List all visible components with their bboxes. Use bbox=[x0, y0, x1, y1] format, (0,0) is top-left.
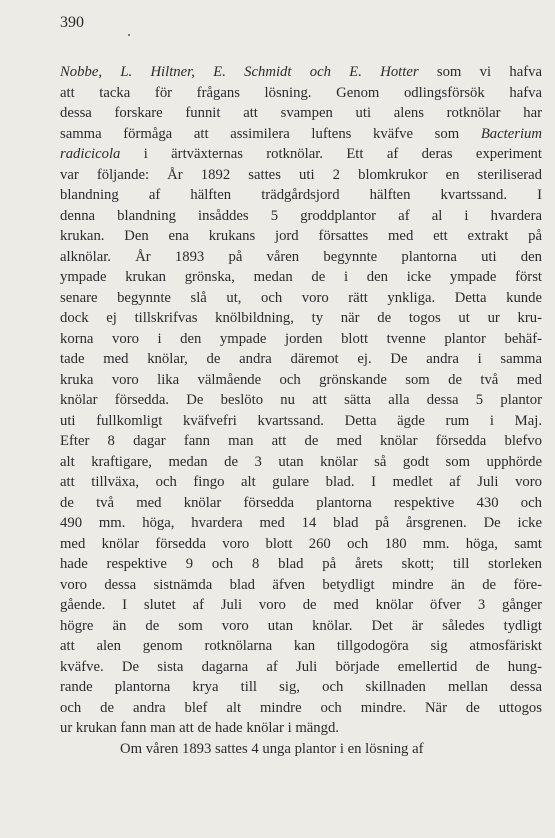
text-line bbox=[60, 534, 542, 555]
italic-text: Bacterium bbox=[480, 125, 542, 142]
text-span: kväfve. De sista dagarna af Juli började emellertid de hung- bbox=[60, 658, 542, 675]
text-line bbox=[60, 206, 542, 227]
text-line bbox=[60, 493, 542, 514]
text-span: alknölar. År 1893 på våren begynnte plantorna uti den bbox=[60, 248, 542, 265]
text-span: Efter 8 dagar fann man att de med knölar försedda blefvo bbox=[60, 433, 542, 449]
text-line bbox=[60, 390, 542, 411]
text-span: alt kraftigare, medan de 3 utan knölar så godt som upphörde bbox=[60, 453, 542, 470]
text-span: dock ej tillskrifvas knölbildning, ty när de togos ut ur kru- bbox=[60, 310, 542, 326]
text-line bbox=[60, 329, 542, 350]
text-line bbox=[60, 349, 542, 370]
text-line bbox=[60, 554, 542, 575]
text-span: dessa forskare funnit att svampen uti alens rotknölar har bbox=[60, 105, 542, 121]
text-span: samma förmåga att assimilera luftens kväfve som bbox=[60, 125, 481, 142]
text-line bbox=[60, 144, 542, 165]
text-line bbox=[60, 452, 542, 473]
text-span: ur krukan fann man att de hade knölar i mängd. bbox=[60, 720, 339, 736]
italic-text: Nobbe, L. Hiltner, E. Schmidt och E. Hotter bbox=[60, 64, 419, 80]
text-line bbox=[60, 595, 542, 616]
text-span: 490 mm. höga, hvardera med 14 blad på årsgrenen. De icke bbox=[60, 515, 542, 531]
text-span: kruka voro lika välmående och grönskande som de två med bbox=[60, 371, 542, 388]
text-span: korna voro i den ympade jorden blott tvenne plantor behäf- bbox=[60, 330, 542, 347]
text-line bbox=[60, 513, 542, 534]
text-span: att alen genom rotknölarna kan tillgodogöra sig atmosfäriskt bbox=[60, 638, 542, 654]
text-line bbox=[60, 636, 542, 657]
text-line bbox=[60, 226, 542, 247]
text-span: högre än de som voro utan knölar. Det är således tydligt bbox=[60, 617, 542, 634]
text-line bbox=[60, 616, 542, 637]
text-line bbox=[60, 124, 542, 145]
text-span: de två med knölar försedda plantorna respektive 430 och bbox=[60, 494, 542, 511]
text-line bbox=[60, 411, 542, 432]
text-span: att tacka för frågans lösning. Genom odlingsförsök hafva bbox=[60, 84, 542, 101]
text-span: hade respektive 9 och 8 blad på årets skott; till storleken bbox=[60, 556, 542, 572]
text-span: ympade krukan grönska, medan de i den icke ympade först bbox=[60, 269, 542, 285]
text-span: Om våren 1893 sattes 4 unga plantor i en lösning af bbox=[120, 740, 424, 757]
text-span: blandning af hälften trädgårdsjord hälften kvartssand. I bbox=[60, 187, 542, 203]
text-line bbox=[60, 165, 542, 186]
text-span: i ärtväxternas rotknölar. Ett af deras experiment bbox=[120, 146, 542, 162]
text-line bbox=[60, 103, 542, 124]
ink-speck bbox=[128, 34, 130, 36]
text-span: att tillväxa, och fingo alt gulare blad. I medlet af Juli voro bbox=[60, 474, 542, 490]
text-line bbox=[60, 288, 542, 309]
text-line bbox=[60, 575, 542, 596]
text-span: senare begynnte slå ut, och voro rätt ynkliga. Detta kunde bbox=[60, 289, 542, 306]
text-span: som vi hafva bbox=[418, 64, 542, 80]
text-span: denna blandning insåddes 5 groddplantor af al i hvardera bbox=[60, 207, 542, 224]
text-span: tade med knölar, de andra däremot ej. De andra i samma bbox=[60, 351, 542, 367]
text-line bbox=[60, 62, 542, 83]
text-line bbox=[60, 185, 542, 206]
text-span: uti fullkomligt kväfvefri kvartssand. Detta ägde rum i Maj. bbox=[60, 412, 542, 429]
text-line bbox=[60, 657, 542, 678]
text-line bbox=[60, 739, 542, 760]
text-line bbox=[60, 718, 542, 739]
text-line bbox=[60, 431, 542, 452]
text-span: krukan. Den ena krukans jord försattes med ett extrakt på bbox=[60, 228, 542, 244]
text-line bbox=[60, 308, 542, 329]
text-span: gående. I slutet af Juli voro de med knölar öfver 3 gånger bbox=[60, 597, 542, 613]
text-line bbox=[60, 677, 542, 698]
text-span: och de andra blef alt mindre och mindre. När de uttogos bbox=[60, 699, 542, 716]
text-span: rande plantorna krya till sig, och skillnaden mellan dessa bbox=[60, 679, 542, 695]
text-line bbox=[60, 267, 542, 288]
text-span: knölar försedda. De beslöto nu att sätta alla dessa 5 plantor bbox=[60, 392, 542, 408]
text-line bbox=[60, 247, 542, 268]
page-number: 390 bbox=[60, 14, 84, 31]
text-line bbox=[60, 698, 542, 719]
text-line bbox=[60, 83, 542, 104]
text-line bbox=[60, 370, 542, 391]
italic-text: radicicola bbox=[60, 146, 121, 162]
text-span: var följande: År 1892 sattes uti 2 blomkrukor en steriliserad bbox=[60, 166, 542, 183]
text-span: med knölar försedda voro blott 260 och 180 mm. höga, samt bbox=[60, 535, 542, 552]
body-text bbox=[60, 62, 542, 759]
text-span: voro dessa sistnämda blad äfven betydligt mindre än de före- bbox=[60, 576, 542, 593]
text-line bbox=[60, 472, 542, 493]
